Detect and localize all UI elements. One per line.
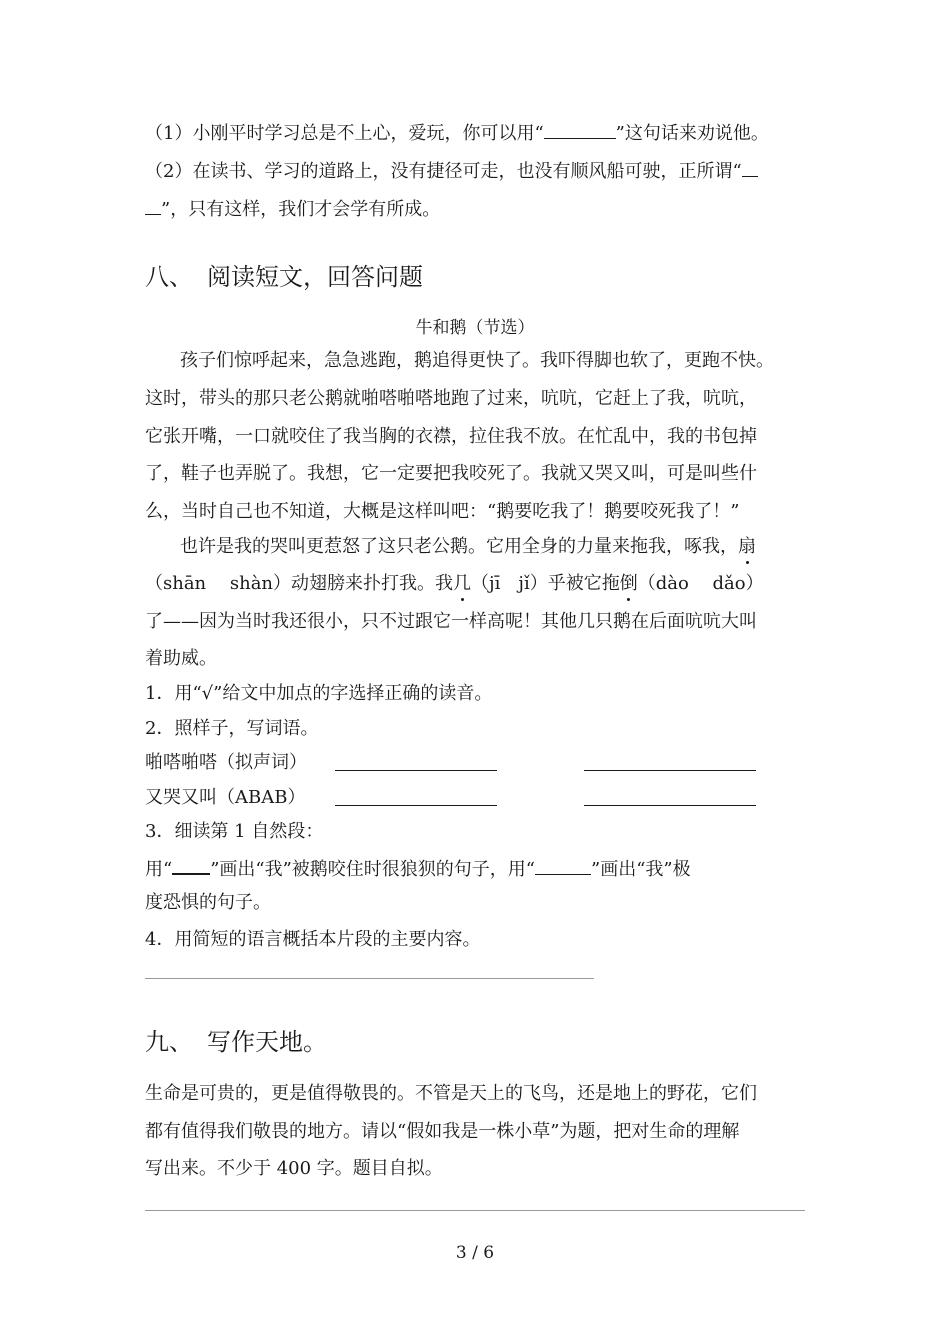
passage-p1-line: 这时，带头的那只老公鹅就啪嗒啪嗒地跑了过来，吭吭，它赶上了我，吭吭，	[145, 388, 757, 409]
answer-blank[interactable]	[544, 120, 616, 139]
pinyin-choice-shan[interactable]: （shān shàn）	[145, 573, 292, 594]
page-number: 3 / 6	[455, 1243, 495, 1263]
passage-p1-line: 孩子们惊呼起来，急急逃跑，鹅追得更快了。我吓得脚也软了，更跑不快。	[180, 350, 774, 371]
dotted-char-ji: 几	[453, 573, 472, 594]
passage-p2-line: 了——因为当时我还很小，只不过跟它一样高呢！其他几只鹅在后面吭吭大叫	[145, 611, 757, 632]
passage-p1-line: 它张开嘴，一口就咬住了我当胸的衣襟，拉住我不放。在忙乱中，我的书包掉	[145, 426, 757, 447]
answer-line[interactable]	[335, 770, 497, 771]
dotted-char-dao: 倒	[619, 573, 638, 594]
passage-p1-line: 么，当时自己也不知道，大概是这样叫吧：“鹅要吃我了！鹅要咬死我了！”	[145, 501, 740, 522]
q3-text: ”画出“我”极	[591, 859, 691, 880]
passage-p2-line	[180, 535, 756, 559]
q7-1-prefix: （1）小刚平时学习总是不上心，爱玩，你可以用“	[145, 123, 544, 144]
q7-1-suffix: ”这句话来劝说他。	[615, 123, 769, 144]
answer-blank[interactable]	[145, 196, 161, 215]
straight-line-sample	[172, 855, 210, 875]
wavy-line-sample	[535, 856, 591, 875]
p2-text: 动翅膀来扑打我。我	[291, 573, 454, 594]
question-7-2	[145, 158, 758, 184]
question-8-4: 4．用简短的语言概括本片段的主要内容。	[145, 929, 481, 950]
question-7-2-cont	[145, 196, 440, 222]
example-word-1: 啪嗒啪嗒（拟声词）	[145, 752, 307, 773]
writing-prompt-line: 生命是可贵的，更是值得敬畏的。不管是天上的飞鸟，还是地上的野花，它们	[145, 1083, 757, 1104]
question-8-2: 2．照样子，写词语。	[145, 718, 319, 739]
answer-blank[interactable]	[742, 158, 758, 177]
passage-p1-line: 了，鞋子也弄脱了。我想，它一定要把我咬死了。我就又哭又叫，可是叫些什	[145, 463, 757, 484]
p2-text: 也许是我的哭叫更惹怒了这只老公鹅。它用全身的力量来拖我，啄我，	[180, 536, 738, 557]
dotted-char-shan: 扇	[738, 536, 756, 557]
example-word-2: 又哭又叫（ABAB）	[145, 787, 306, 808]
q3-text: ”画出“我”被鹅咬住时很狼狈的句子，用“	[210, 859, 536, 880]
section-number: 八、	[145, 263, 193, 291]
pinyin-choice-ji[interactable]: （jī jǐ）	[471, 573, 548, 594]
writing-prompt-line: 都有值得我们敬畏的地方。请以“假如我是一株小草”为题，把对生命的理解	[145, 1121, 740, 1142]
passage-title: 牛和鹅（节选）	[415, 318, 535, 338]
question-8-3: 3．细读第 1 自然段：	[145, 821, 324, 842]
writing-prompt-line: 写出来。不少于 400 字。题目自拟。	[145, 1158, 443, 1179]
question-8-3-cont: 度恐惧的句子。	[145, 892, 271, 913]
passage-p2-line	[145, 572, 764, 596]
q7-2-line2: ”，只有这样，我们才会学有所成。	[161, 199, 441, 220]
answer-line[interactable]	[584, 770, 756, 771]
question-7-1	[145, 120, 769, 146]
q3-text: 用“	[145, 859, 173, 880]
passage-p2-line: 着助威。	[145, 648, 217, 669]
section-9-heading	[145, 1027, 327, 1057]
section-title: 写作天地。	[207, 1028, 327, 1056]
answer-line[interactable]	[145, 978, 594, 979]
section-8-heading	[145, 262, 423, 292]
question-8-3-instruction	[145, 855, 691, 882]
q7-2-line1: （2）在读书、学习的道路上，没有捷径可走，也没有顺风船可驶，正所谓“	[145, 161, 742, 182]
section-number: 九、	[145, 1028, 193, 1056]
p2-text: 乎被它拖	[547, 573, 620, 594]
writing-answer-line[interactable]	[145, 1210, 805, 1211]
pinyin-choice-dao[interactable]: （dào dǎo）	[637, 573, 764, 594]
answer-line[interactable]	[584, 805, 756, 806]
answer-line[interactable]	[335, 805, 497, 806]
question-8-1: 1．用“√”给文中加点的字选择正确的读音。	[145, 683, 493, 704]
section-title: 阅读短文，回答问题	[207, 263, 423, 291]
